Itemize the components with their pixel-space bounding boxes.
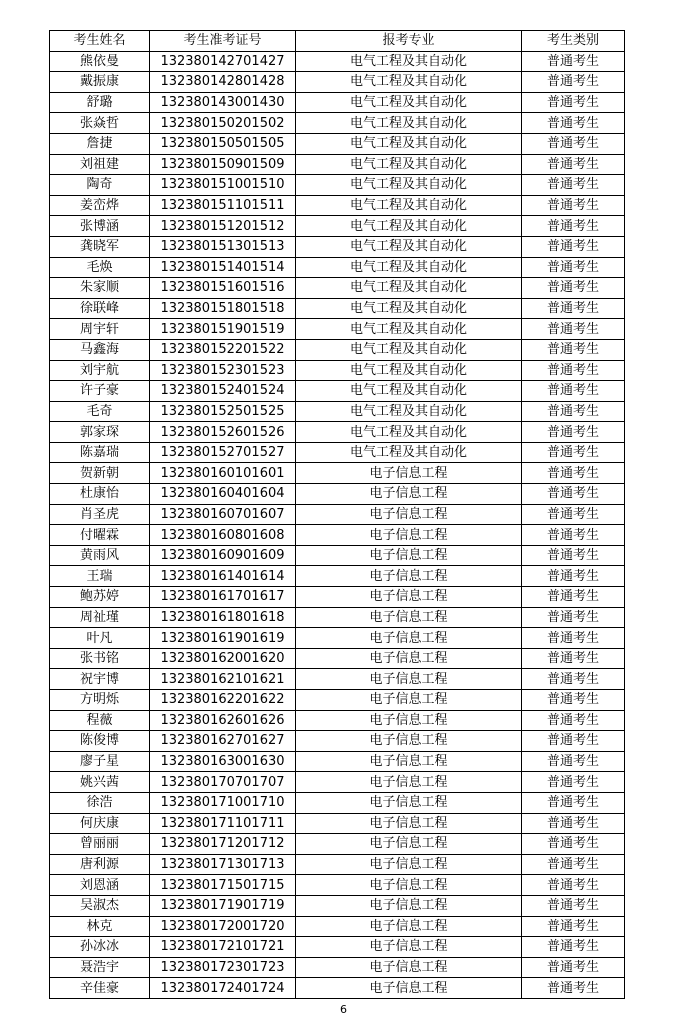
cell-name: 朱家顺 [50,278,150,299]
cell-category: 普通考生 [522,360,625,381]
cell-major: 电气工程及其自动化 [296,133,522,154]
cell-major: 电子信息工程 [296,710,522,731]
cell-name: 姜峦烨 [50,195,150,216]
cell-category: 普通考生 [522,72,625,93]
table-row [50,298,625,319]
cell-category: 普通考生 [522,545,625,566]
cell-category: 普通考生 [522,319,625,340]
cell-exam-id: 132380152301523 [150,360,296,381]
cell-name: 唐利源 [50,854,150,875]
header-major: 报考专业 [296,31,522,52]
table-row [50,257,625,278]
cell-exam-id: 132380142801428 [150,72,296,93]
cell-exam-id: 132380172301723 [150,957,296,978]
cell-category: 普通考生 [522,484,625,505]
cell-major: 电子信息工程 [296,978,522,999]
table-row [50,545,625,566]
cell-exam-id: 132380161701617 [150,587,296,608]
cell-name: 马鑫海 [50,339,150,360]
table-row [50,916,625,937]
cell-major: 电气工程及其自动化 [296,442,522,463]
cell-exam-id: 132380163001630 [150,751,296,772]
cell-name: 周宇轩 [50,319,150,340]
cell-exam-id: 132380160701607 [150,504,296,525]
cell-major: 电气工程及其自动化 [296,298,522,319]
cell-category: 普通考生 [522,154,625,175]
cell-category: 普通考生 [522,607,625,628]
cell-name: 陈俊博 [50,731,150,752]
cell-major: 电气工程及其自动化 [296,154,522,175]
cell-major: 电气工程及其自动化 [296,381,522,402]
cell-name: 熊依曼 [50,51,150,72]
cell-exam-id: 132380171101711 [150,813,296,834]
cell-name: 刘祖建 [50,154,150,175]
cell-exam-id: 132380162701627 [150,731,296,752]
cell-exam-id: 132380160101601 [150,463,296,484]
page-number: 6 [340,1003,347,1016]
cell-category: 普通考生 [522,463,625,484]
table-row [50,463,625,484]
cell-exam-id: 132380162001620 [150,648,296,669]
table-row [50,154,625,175]
cell-category: 普通考生 [522,587,625,608]
cell-exam-id: 132380151001510 [150,175,296,196]
cell-category: 普通考生 [522,772,625,793]
cell-category: 普通考生 [522,381,625,402]
cell-exam-id: 132380160901609 [150,545,296,566]
cell-category: 普通考生 [522,422,625,443]
cell-name: 王瑞 [50,566,150,587]
table-row [50,669,625,690]
cell-exam-id: 132380161901619 [150,628,296,649]
cell-major: 电气工程及其自动化 [296,319,522,340]
table-row [50,937,625,958]
cell-name: 方明烁 [50,690,150,711]
cell-name: 张博涵 [50,216,150,237]
cell-exam-id: 132380171501715 [150,875,296,896]
table-row [50,690,625,711]
cell-category: 普通考生 [522,978,625,999]
cell-category: 普通考生 [522,875,625,896]
cell-exam-id: 132380150501505 [150,133,296,154]
cell-name: 黄雨风 [50,545,150,566]
cell-exam-id: 132380151601516 [150,278,296,299]
cell-category: 普通考生 [522,401,625,422]
header-name: 考生姓名 [50,31,150,52]
cell-category: 普通考生 [522,895,625,916]
cell-exam-id: 132380171201712 [150,834,296,855]
cell-name: 徐浩 [50,792,150,813]
cell-name: 肖圣虎 [50,504,150,525]
table-row [50,72,625,93]
table-row [50,216,625,237]
cell-category: 普通考生 [522,236,625,257]
table-row [50,875,625,896]
table-row [50,339,625,360]
cell-category: 普通考生 [522,731,625,752]
cell-exam-id: 132380152401524 [150,381,296,402]
cell-exam-id: 132380152601526 [150,422,296,443]
cell-category: 普通考生 [522,648,625,669]
cell-major: 电气工程及其自动化 [296,72,522,93]
cell-exam-id: 132380162601626 [150,710,296,731]
cell-category: 普通考生 [522,690,625,711]
cell-major: 电子信息工程 [296,566,522,587]
table-row [50,484,625,505]
cell-exam-id: 132380152201522 [150,339,296,360]
table-row [50,751,625,772]
cell-exam-id: 132380171001710 [150,792,296,813]
table-row [50,607,625,628]
cell-exam-id: 132380160801608 [150,525,296,546]
table-row [50,175,625,196]
cell-category: 普通考生 [522,504,625,525]
cell-category: 普通考生 [522,92,625,113]
cell-category: 普通考生 [522,195,625,216]
cell-exam-id: 132380160401604 [150,484,296,505]
cell-category: 普通考生 [522,525,625,546]
cell-category: 普通考生 [522,442,625,463]
cell-major: 电气工程及其自动化 [296,278,522,299]
table-row [50,628,625,649]
cell-exam-id: 132380151201512 [150,216,296,237]
cell-exam-id: 132380151401514 [150,257,296,278]
table-row [50,731,625,752]
cell-name: 许子豪 [50,381,150,402]
cell-category: 普通考生 [522,792,625,813]
cell-major: 电气工程及其自动化 [296,113,522,134]
header-category: 考生类别 [522,31,625,52]
cell-major: 电气工程及其自动化 [296,216,522,237]
cell-name: 刘宇航 [50,360,150,381]
cell-major: 电气工程及其自动化 [296,422,522,443]
candidate-table [49,30,625,999]
cell-name: 吴淑杰 [50,895,150,916]
table-row [50,566,625,587]
table-row [50,895,625,916]
cell-name: 廖子星 [50,751,150,772]
cell-major: 电气工程及其自动化 [296,236,522,257]
cell-name: 毛焕 [50,257,150,278]
cell-major: 电子信息工程 [296,628,522,649]
table-row [50,319,625,340]
cell-category: 普通考生 [522,751,625,772]
cell-name: 何庆康 [50,813,150,834]
cell-category: 普通考生 [522,834,625,855]
table-row [50,854,625,875]
cell-exam-id: 132380152501525 [150,401,296,422]
cell-name: 陈嘉瑞 [50,442,150,463]
table-row [50,710,625,731]
cell-major: 电子信息工程 [296,690,522,711]
cell-category: 普通考生 [522,916,625,937]
cell-category: 普通考生 [522,669,625,690]
table-row [50,813,625,834]
cell-category: 普通考生 [522,628,625,649]
cell-exam-id: 132380143001430 [150,92,296,113]
table-row [50,587,625,608]
cell-exam-id: 132380150901509 [150,154,296,175]
cell-category: 普通考生 [522,813,625,834]
cell-name: 叶凡 [50,628,150,649]
cell-major: 电子信息工程 [296,957,522,978]
cell-major: 电气工程及其自动化 [296,175,522,196]
cell-name: 郭家琛 [50,422,150,443]
cell-major: 电子信息工程 [296,504,522,525]
table-row [50,772,625,793]
cell-category: 普通考生 [522,51,625,72]
cell-category: 普通考生 [522,257,625,278]
cell-name: 毛奇 [50,401,150,422]
cell-name: 付曜霖 [50,525,150,546]
cell-name: 林克 [50,916,150,937]
cell-exam-id: 132380151801518 [150,298,296,319]
cell-major: 电子信息工程 [296,916,522,937]
cell-major: 电子信息工程 [296,607,522,628]
cell-major: 电子信息工程 [296,751,522,772]
table-row [50,957,625,978]
cell-name: 聂浩宇 [50,957,150,978]
cell-category: 普通考生 [522,937,625,958]
cell-name: 姚兴茜 [50,772,150,793]
table-row [50,401,625,422]
cell-name: 祝宇博 [50,669,150,690]
cell-major: 电子信息工程 [296,813,522,834]
cell-major: 电气工程及其自动化 [296,339,522,360]
cell-major: 电子信息工程 [296,895,522,916]
table-row [50,504,625,525]
cell-exam-id: 132380171901719 [150,895,296,916]
cell-major: 电子信息工程 [296,834,522,855]
cell-name: 陶奇 [50,175,150,196]
cell-name: 杜康怡 [50,484,150,505]
table-row [50,278,625,299]
cell-major: 电子信息工程 [296,731,522,752]
cell-category: 普通考生 [522,710,625,731]
table-row [50,51,625,72]
table-row [50,978,625,999]
cell-major: 电子信息工程 [296,792,522,813]
cell-exam-id: 132380172401724 [150,978,296,999]
cell-exam-id: 132380142701427 [150,51,296,72]
table-row [50,113,625,134]
cell-name: 徐联峰 [50,298,150,319]
cell-name: 龚晓军 [50,236,150,257]
cell-category: 普通考生 [522,278,625,299]
table-row [50,236,625,257]
cell-major: 电气工程及其自动化 [296,92,522,113]
cell-category: 普通考生 [522,566,625,587]
table-row [50,834,625,855]
cell-major: 电气工程及其自动化 [296,257,522,278]
cell-major: 电子信息工程 [296,937,522,958]
table-header-row [50,31,625,52]
cell-exam-id: 132380151901519 [150,319,296,340]
cell-exam-id: 132380170701707 [150,772,296,793]
cell-exam-id: 132380161801618 [150,607,296,628]
cell-major: 电气工程及其自动化 [296,360,522,381]
table-row [50,422,625,443]
cell-category: 普通考生 [522,216,625,237]
cell-category: 普通考生 [522,175,625,196]
cell-exam-id: 132380162101621 [150,669,296,690]
cell-major: 电气工程及其自动化 [296,401,522,422]
cell-major: 电子信息工程 [296,669,522,690]
cell-exam-id: 132380150201502 [150,113,296,134]
cell-category: 普通考生 [522,113,625,134]
cell-exam-id: 132380161401614 [150,566,296,587]
table-body [50,51,625,998]
cell-category: 普通考生 [522,298,625,319]
cell-name: 戴振康 [50,72,150,93]
table-row [50,792,625,813]
table-row [50,92,625,113]
cell-major: 电气工程及其自动化 [296,51,522,72]
cell-category: 普通考生 [522,957,625,978]
table-row [50,442,625,463]
cell-major: 电子信息工程 [296,463,522,484]
cell-name: 鲍苏婷 [50,587,150,608]
cell-name: 曾丽丽 [50,834,150,855]
cell-exam-id: 132380171301713 [150,854,296,875]
cell-exam-id: 132380151301513 [150,236,296,257]
cell-category: 普通考生 [522,854,625,875]
header-exam-id: 考生准考证号 [150,31,296,52]
cell-name: 詹捷 [50,133,150,154]
cell-name: 舒璐 [50,92,150,113]
cell-exam-id: 132380172001720 [150,916,296,937]
cell-major: 电子信息工程 [296,525,522,546]
table-row [50,381,625,402]
cell-name: 周祉瑾 [50,607,150,628]
cell-major: 电子信息工程 [296,545,522,566]
table-row [50,133,625,154]
cell-name: 辛佳豪 [50,978,150,999]
table-row [50,195,625,216]
cell-exam-id: 132380151101511 [150,195,296,216]
cell-exam-id: 132380172101721 [150,937,296,958]
cell-major: 电气工程及其自动化 [296,195,522,216]
cell-name: 程薇 [50,710,150,731]
cell-major: 电子信息工程 [296,854,522,875]
cell-exam-id: 132380162201622 [150,690,296,711]
cell-major: 电子信息工程 [296,484,522,505]
cell-exam-id: 132380152701527 [150,442,296,463]
cell-name: 贺新朝 [50,463,150,484]
cell-major: 电子信息工程 [296,875,522,896]
table-row [50,648,625,669]
cell-major: 电子信息工程 [296,772,522,793]
table-row [50,360,625,381]
cell-major: 电子信息工程 [296,648,522,669]
cell-name: 张书铭 [50,648,150,669]
cell-category: 普通考生 [522,133,625,154]
cell-category: 普通考生 [522,339,625,360]
table-row [50,525,625,546]
cell-name: 刘恩涵 [50,875,150,896]
cell-name: 孙冰冰 [50,937,150,958]
cell-major: 电子信息工程 [296,587,522,608]
cell-name: 张焱哲 [50,113,150,134]
